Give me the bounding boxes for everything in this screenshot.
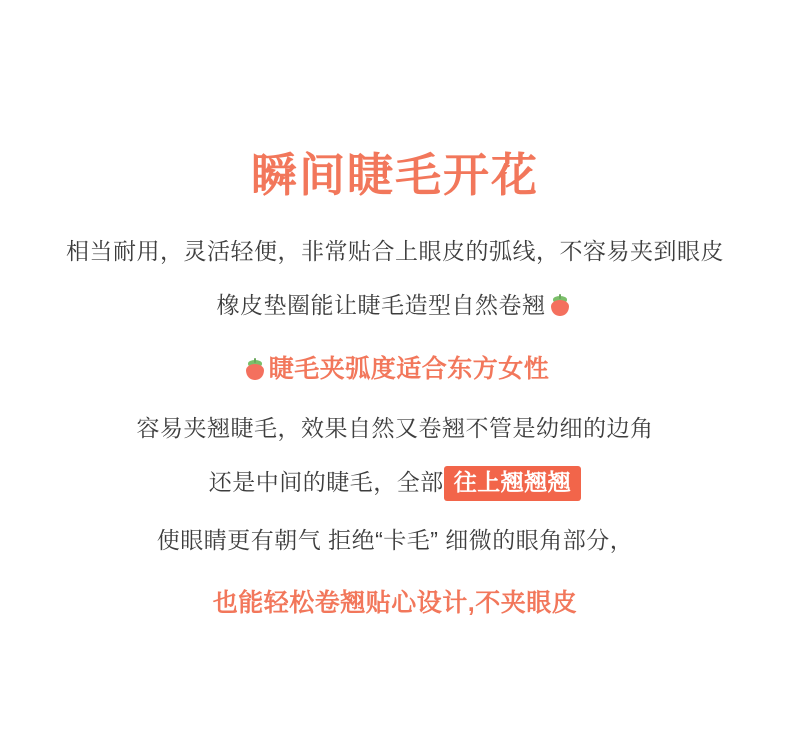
description-line-5: 使眼睛更有朝气 拒绝“卡毛” 细微的眼角部分， [156,526,634,553]
section-subheading-row [0,349,790,385]
description-line-6: 也能轻松卷翘贴心设计,不夹眼皮 [212,588,578,617]
strawberry-icon [245,360,265,380]
highlight-badge: 往上翘翘翘 [444,466,582,501]
page-title: 瞬间睫毛开花 [251,149,539,201]
description-line-2: 橡皮垫圈能让睫毛造型自然卷翘 [216,291,546,318]
strawberry-icon [550,296,570,316]
description-line-4-prefix: 还是中间的睫毛，全部 [208,469,444,496]
description-line-2-row [0,288,790,324]
description-line-4-row [0,465,790,501]
decorative-arc [654,610,790,734]
description-line-1: 相当耐用，灵活轻便，非常贴合上眼皮的弧线，不容易夹到眼皮 [66,238,724,265]
section-subheading: 睫毛夹弧度适合东方女性 [268,355,550,384]
description-line-3: 容易夹翘睫毛，效果自然又卷翘不管是幼细的边角 [136,415,654,442]
